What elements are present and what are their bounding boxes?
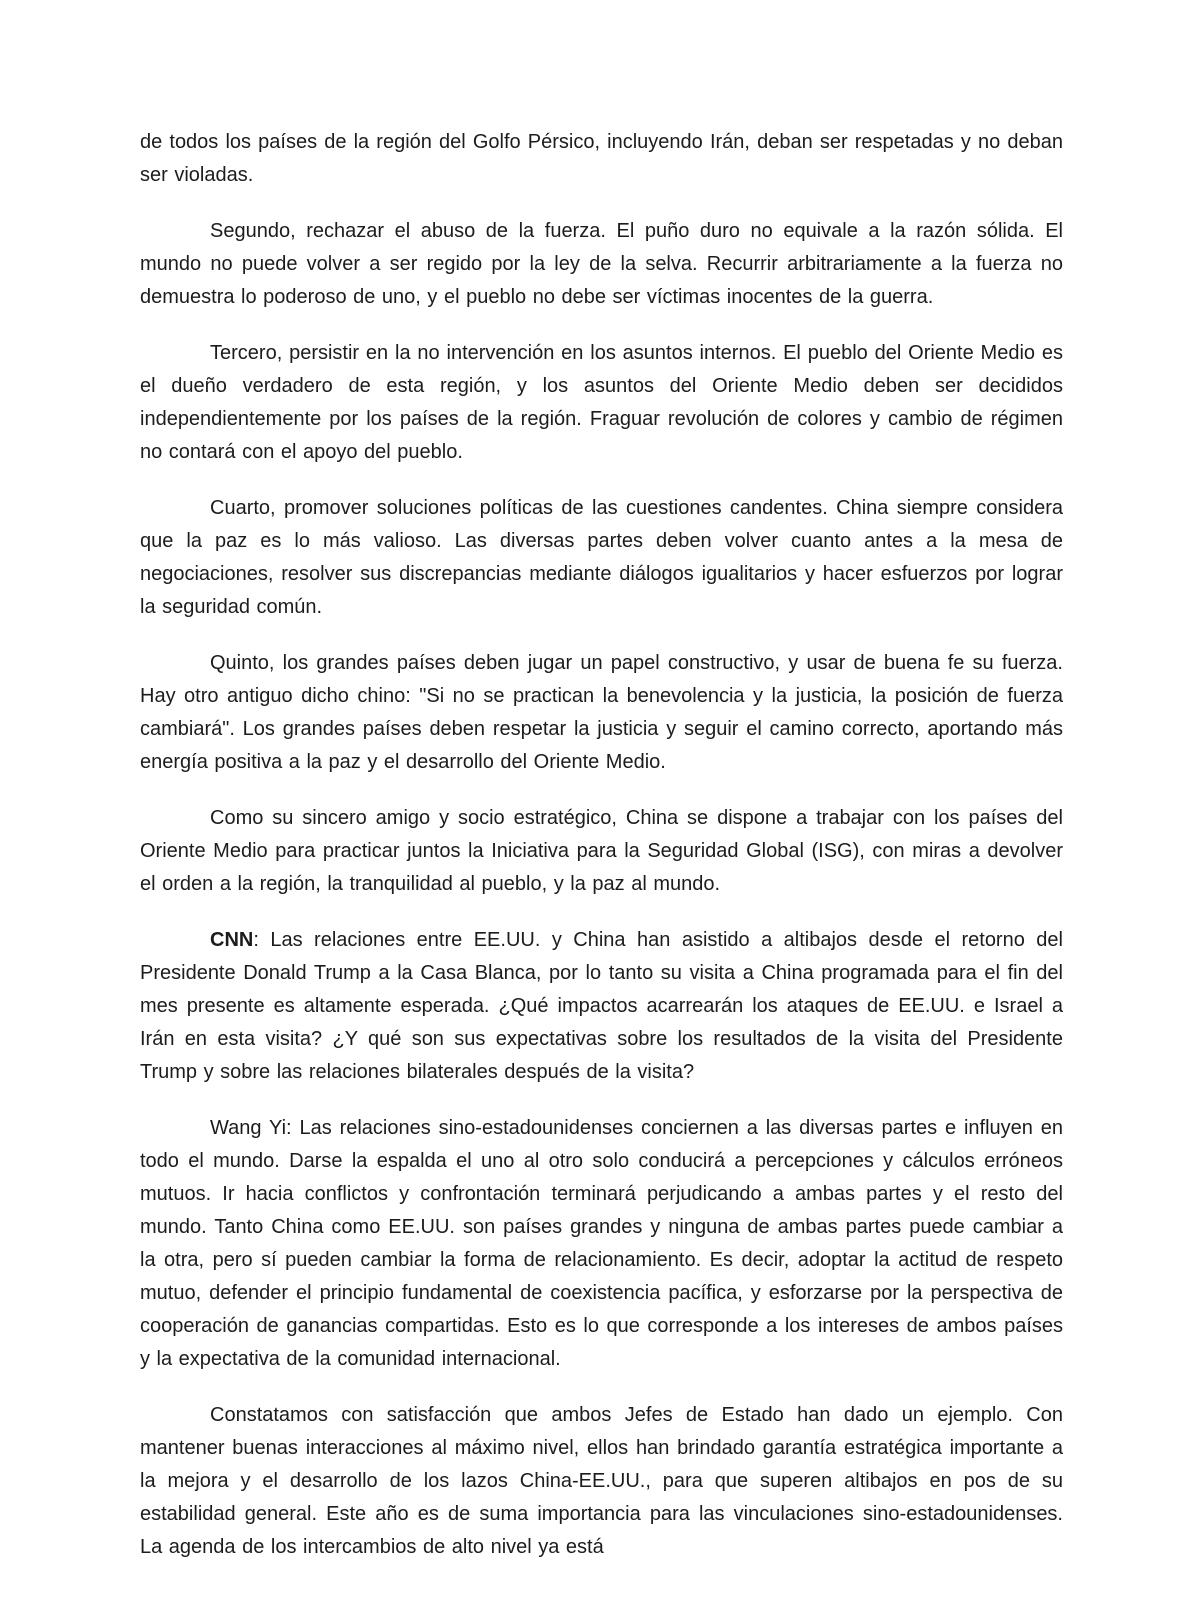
paragraph-text: Quinto, los grandes países deben jugar un papel constructivo, y usar de buena fe su fuerza. Hay otro antiguo dicho chino: "Si no se practican la benevolencia y la justicia, la posición de fuerza cambiará". Los grandes países deben respetar la justicia y seguir el camino correcto, aportando más energía positiva a la paz y el desarrollo del Oriente Medio. <box>140 652 1063 773</box>
paragraph-tercero <box>140 337 1063 469</box>
paragraph-text: Como su sincero amigo y socio estratégico, China se dispone a trabajar con los países del Oriente Medio para practicar juntos la Iniciativa para la Seguridad Global (ISG), con miras a devolver el orden a la región, la tranquilidad al pueblo, y la paz al mundo. <box>140 807 1063 895</box>
paragraph-text: Tercero, persistir en la no intervención en los asuntos internos. El pueblo del Oriente Medio es el dueño verdadero de esta región, y los asuntos del Oriente Medio deben ser decididos independientemente por los países de la región. Fraguar revolución de colores y cambio de régimen no contará con el apoyo del pueblo. <box>140 342 1063 463</box>
paragraph-cuarto <box>140 492 1063 624</box>
paragraph-text: Segundo, rechazar el abuso de la fuerza. El puño duro no equivale a la razón sólida. El mundo no puede volver a ser regido por la ley de la selva. Recurrir arbitrariamente a la fuerza no demuestra lo poderoso de uno, y el pueblo no debe ser víctimas inocentes de la guerra. <box>140 220 1063 308</box>
paragraph-text: : Las relaciones entre EE.UU. y China han asistido a altibajos desde el retorno del Presidente Donald Trump a la Casa Blanca, por lo tanto su visita a China programada para el fin del mes presente es altamente esperada. ¿Qué impactos acarrearán los ataques de EE.UU. e Israel a Irán en esta visita? ¿Y qué son sus expectativas sobre los resultados de la visita del Presidente Trump y sobre las relaciones bilaterales después de la visita? <box>140 929 1063 1083</box>
paragraph-cnn-question <box>140 924 1063 1089</box>
paragraph-text: Constatamos con satisfacción que ambos Jefes de Estado han dado un ejemplo. Con mantener buenas interacciones al máximo nivel, ellos han brindado garantía estratégica importante a la mejora y el desarrollo de los lazos China-EE.UU., para que superen altibajos en pos de su estabilidad general. Este año es de suma importancia para las vinculaciones sino-estadounidenses. La agenda de los intercambios de alto nivel ya está <box>140 1404 1063 1558</box>
speaker-label-cnn: CNN <box>210 929 254 951</box>
paragraph-text: de todos los países de la región del Golfo Pérsico, incluyendo Irán, deban ser respetadas y no deban ser violadas. <box>140 131 1063 186</box>
paragraph-wang-yi-answer <box>140 1112 1063 1376</box>
paragraph-quinto <box>140 647 1063 779</box>
paragraph-text: Wang Yi: Las relaciones sino-estadounidenses conciernen a las diversas partes e influyen en todo el mundo. Darse la espalda el uno al otro solo conducirá a percepciones y cálculos erróneos mutuos. Ir hacia conflictos y confrontación terminará perjudicando a ambas partes y el resto del mundo. Tanto China como EE.UU. son países grandes y ninguna de ambas partes puede cambiar a la otra, pero sí pueden cambiar la forma de relacionamiento. Es decir, adoptar la actitud de respeto mutuo, defender el principio fundamental de coexistencia pacífica, y esforzarse por la perspectiva de cooperación de ganancias compartidas. Esto es lo que corresponde a los intereses de ambos países y la expectativa de la comunidad internacional. <box>140 1117 1063 1370</box>
paragraph-continuation <box>140 126 1063 192</box>
paragraph-amigo-socio <box>140 802 1063 901</box>
paragraph-segundo <box>140 215 1063 314</box>
paragraph-constatamos <box>140 1399 1063 1564</box>
paragraph-text: Cuarto, promover soluciones políticas de las cuestiones candentes. China siempre considera que la paz es lo más valioso. Las diversas partes deben volver cuanto antes a la mesa de negociaciones, resolver sus discrepancias mediante diálogos igualitarios y hacer esfuerzos por lograr la seguridad común. <box>140 497 1063 618</box>
